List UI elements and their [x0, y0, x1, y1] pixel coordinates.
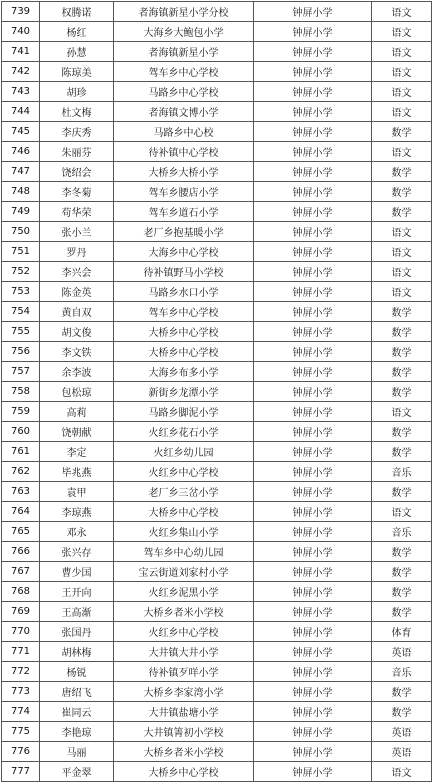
table-row	[2, 362, 432, 382]
name-cell: 李庆秀	[40, 122, 114, 142]
exchange-school-cell: 钟屏小学	[254, 322, 372, 342]
subject-cell: 语文	[372, 502, 432, 522]
name-cell: 毕兆燕	[40, 462, 114, 482]
original-school-cell: 驾车乡道石小学	[114, 202, 254, 222]
subject-cell: 语文	[372, 282, 432, 302]
table-row	[2, 162, 432, 182]
exchange-school-cell: 钟屏小学	[254, 642, 372, 662]
subject-cell: 数学	[372, 702, 432, 722]
subject-cell: 语文	[372, 62, 432, 82]
table-row	[2, 622, 432, 642]
name-cell: 饶绍会	[40, 162, 114, 182]
subject-cell: 语文	[372, 22, 432, 42]
original-school-cell: 火红乡中心学校	[114, 462, 254, 482]
table-row	[2, 522, 432, 542]
original-school-cell: 火红乡中心学校	[114, 622, 254, 642]
name-cell: 曹少国	[40, 562, 114, 582]
exchange-school-cell: 钟屏小学	[254, 102, 372, 122]
exchange-school-cell: 钟屏小学	[254, 742, 372, 762]
table-row	[2, 122, 432, 142]
row-number-cell: 744	[2, 102, 40, 122]
subject-cell: 数学	[372, 122, 432, 142]
original-school-cell: 大海乡布多小学	[114, 362, 254, 382]
name-cell: 李定	[40, 442, 114, 462]
subject-cell: 数学	[372, 482, 432, 502]
name-cell: 余李波	[40, 362, 114, 382]
name-cell: 包松琼	[40, 382, 114, 402]
row-number-cell: 747	[2, 162, 40, 182]
original-school-cell: 火红乡花石小学	[114, 422, 254, 442]
original-school-cell: 火红乡泥黑小学	[114, 582, 254, 602]
subject-cell: 音乐	[372, 662, 432, 682]
subject-cell: 数学	[372, 682, 432, 702]
name-cell: 崔同云	[40, 702, 114, 722]
exchange-school-cell: 钟屏小学	[254, 122, 372, 142]
table-row	[2, 542, 432, 562]
row-number-cell: 762	[2, 462, 40, 482]
table-row	[2, 582, 432, 602]
exchange-school-cell: 钟屏小学	[254, 242, 372, 262]
subject-cell: 数学	[372, 362, 432, 382]
subject-cell: 语文	[372, 102, 432, 122]
original-school-cell: 者海镇文博小学	[114, 102, 254, 122]
exchange-school-cell: 钟屏小学	[254, 362, 372, 382]
original-school-cell: 驾车乡腰店小学	[114, 182, 254, 202]
subject-cell: 数学	[372, 322, 432, 342]
table-row	[2, 142, 432, 162]
name-cell: 张国丹	[40, 622, 114, 642]
table-row	[2, 182, 432, 202]
subject-cell: 数学	[372, 602, 432, 622]
teacher-exchange-table	[1, 1, 432, 782]
name-cell: 胡文俊	[40, 322, 114, 342]
exchange-school-cell: 钟屏小学	[254, 62, 372, 82]
original-school-cell: 待补镇野马小学校	[114, 262, 254, 282]
name-cell: 李艳琼	[40, 722, 114, 742]
row-number-cell: 757	[2, 362, 40, 382]
row-number-cell: 758	[2, 382, 40, 402]
exchange-school-cell: 钟屏小学	[254, 762, 372, 782]
table-row	[2, 322, 432, 342]
original-school-cell: 大桥乡中心学校	[114, 762, 254, 782]
subject-cell: 语文	[372, 2, 432, 22]
row-number-cell: 767	[2, 562, 40, 582]
name-cell: 陈琼美	[40, 62, 114, 82]
row-number-cell: 754	[2, 302, 40, 322]
name-cell: 张小兰	[40, 222, 114, 242]
exchange-school-cell: 钟屏小学	[254, 542, 372, 562]
table-row	[2, 62, 432, 82]
original-school-cell: 者海镇新星小学分校	[114, 2, 254, 22]
table-row	[2, 642, 432, 662]
original-school-cell: 大桥乡中心学校	[114, 342, 254, 362]
name-cell: 李琼燕	[40, 502, 114, 522]
table-row	[2, 762, 432, 782]
row-number-cell: 772	[2, 662, 40, 682]
exchange-school-cell: 钟屏小学	[254, 702, 372, 722]
subject-cell: 数学	[372, 202, 432, 222]
row-number-cell: 745	[2, 122, 40, 142]
name-cell: 孙慧	[40, 42, 114, 62]
exchange-school-cell: 钟屏小学	[254, 442, 372, 462]
exchange-school-cell: 钟屏小学	[254, 622, 372, 642]
subject-cell: 语文	[372, 402, 432, 422]
table-row	[2, 662, 432, 682]
name-cell: 唐绍飞	[40, 682, 114, 702]
subject-cell: 语文	[372, 762, 432, 782]
name-cell: 王高渐	[40, 602, 114, 622]
original-school-cell: 大桥乡中心学校	[114, 502, 254, 522]
subject-cell: 数学	[372, 342, 432, 362]
subject-cell: 数学	[372, 382, 432, 402]
subject-cell: 数学	[372, 542, 432, 562]
original-school-cell: 大桥乡者米小学校	[114, 602, 254, 622]
name-cell: 陈金英	[40, 282, 114, 302]
row-number-cell: 763	[2, 482, 40, 502]
original-school-cell: 大井镇箐初小学校	[114, 722, 254, 742]
table-row	[2, 22, 432, 42]
original-school-cell: 大桥乡者米小学校	[114, 742, 254, 762]
row-number-cell: 775	[2, 722, 40, 742]
table-row	[2, 102, 432, 122]
original-school-cell: 马路乡脚泥小学	[114, 402, 254, 422]
subject-cell: 语文	[372, 222, 432, 242]
exchange-school-cell: 钟屏小学	[254, 522, 372, 542]
exchange-school-cell: 钟屏小学	[254, 582, 372, 602]
exchange-school-cell: 钟屏小学	[254, 302, 372, 322]
table-row	[2, 222, 432, 242]
exchange-school-cell: 钟屏小学	[254, 202, 372, 222]
subject-cell: 体育	[372, 622, 432, 642]
subject-cell: 语文	[372, 262, 432, 282]
row-number-cell: 755	[2, 322, 40, 342]
table-body	[2, 2, 432, 782]
exchange-school-cell: 钟屏小学	[254, 262, 372, 282]
exchange-school-cell: 钟屏小学	[254, 402, 372, 422]
table-row	[2, 82, 432, 102]
table-row	[2, 342, 432, 362]
table-row	[2, 682, 432, 702]
name-cell: 罗丹	[40, 242, 114, 262]
table-row	[2, 42, 432, 62]
table-row	[2, 742, 432, 762]
exchange-school-cell: 钟屏小学	[254, 602, 372, 622]
subject-cell: 英语	[372, 722, 432, 742]
exchange-school-cell: 钟屏小学	[254, 682, 372, 702]
name-cell: 张兴存	[40, 542, 114, 562]
subject-cell: 数学	[372, 442, 432, 462]
name-cell: 胡林梅	[40, 642, 114, 662]
table-row	[2, 202, 432, 222]
exchange-school-cell: 钟屏小学	[254, 182, 372, 202]
name-cell: 李兴会	[40, 262, 114, 282]
subject-cell: 语文	[372, 142, 432, 162]
row-number-cell: 749	[2, 202, 40, 222]
subject-cell: 音乐	[372, 522, 432, 542]
name-cell: 杨红	[40, 22, 114, 42]
original-school-cell: 马路乡水口小学	[114, 282, 254, 302]
exchange-school-cell: 钟屏小学	[254, 422, 372, 442]
row-number-cell: 751	[2, 242, 40, 262]
exchange-school-cell: 钟屏小学	[254, 82, 372, 102]
original-school-cell: 老厂乡抱基暖小学	[114, 222, 254, 242]
exchange-school-cell: 钟屏小学	[254, 42, 372, 62]
table-row	[2, 702, 432, 722]
exchange-school-cell: 钟屏小学	[254, 662, 372, 682]
name-cell: 李文铁	[40, 342, 114, 362]
table-row	[2, 282, 432, 302]
row-number-cell: 777	[2, 762, 40, 782]
subject-cell: 英语	[372, 742, 432, 762]
row-number-cell: 768	[2, 582, 40, 602]
exchange-school-cell: 钟屏小学	[254, 562, 372, 582]
exchange-school-cell: 钟屏小学	[254, 482, 372, 502]
exchange-school-cell: 钟屏小学	[254, 222, 372, 242]
row-number-cell: 773	[2, 682, 40, 702]
row-number-cell: 739	[2, 2, 40, 22]
row-number-cell: 769	[2, 602, 40, 622]
subject-cell: 语文	[372, 42, 432, 62]
subject-cell: 数学	[372, 302, 432, 322]
original-school-cell: 者海镇新星小学	[114, 42, 254, 62]
row-number-cell: 746	[2, 142, 40, 162]
table-row	[2, 262, 432, 282]
original-school-cell: 大桥乡大桥小学	[114, 162, 254, 182]
original-school-cell: 驾车乡中心学校	[114, 62, 254, 82]
row-number-cell: 761	[2, 442, 40, 462]
row-number-cell: 760	[2, 422, 40, 442]
row-number-cell: 741	[2, 42, 40, 62]
subject-cell: 数学	[372, 562, 432, 582]
subject-cell: 音乐	[372, 462, 432, 482]
teacher-exchange-table-sheet	[1, 1, 431, 779]
subject-cell: 语文	[372, 242, 432, 262]
original-school-cell: 火红乡集山小学	[114, 522, 254, 542]
original-school-cell: 老厂乡三岔小学	[114, 482, 254, 502]
name-cell: 苟华荣	[40, 202, 114, 222]
row-number-cell: 770	[2, 622, 40, 642]
name-cell: 高莉	[40, 402, 114, 422]
row-number-cell: 756	[2, 342, 40, 362]
row-number-cell: 774	[2, 702, 40, 722]
name-cell: 杜文梅	[40, 102, 114, 122]
original-school-cell: 大井镇大井小学	[114, 642, 254, 662]
subject-cell: 数学	[372, 422, 432, 442]
name-cell: 黄自双	[40, 302, 114, 322]
row-number-cell: 740	[2, 22, 40, 42]
table-row	[2, 722, 432, 742]
name-cell: 权腾诺	[40, 2, 114, 22]
table-row	[2, 482, 432, 502]
exchange-school-cell: 钟屏小学	[254, 462, 372, 482]
exchange-school-cell: 钟屏小学	[254, 722, 372, 742]
original-school-cell: 待补镇歹咩小学	[114, 662, 254, 682]
exchange-school-cell: 钟屏小学	[254, 22, 372, 42]
name-cell: 饶朝献	[40, 422, 114, 442]
original-school-cell: 大海乡中心学校	[114, 242, 254, 262]
name-cell: 邓永	[40, 522, 114, 542]
table-row	[2, 462, 432, 482]
name-cell: 胡珍	[40, 82, 114, 102]
row-number-cell: 748	[2, 182, 40, 202]
table-row	[2, 382, 432, 402]
subject-cell: 英语	[372, 642, 432, 662]
table-row	[2, 2, 432, 22]
original-school-cell: 驾车乡中心学校	[114, 302, 254, 322]
row-number-cell: 776	[2, 742, 40, 762]
table-row	[2, 602, 432, 622]
original-school-cell: 宝云街道刘家村小学	[114, 562, 254, 582]
original-school-cell: 大桥乡李家湾小学	[114, 682, 254, 702]
original-school-cell: 马路乡中心校	[114, 122, 254, 142]
original-school-cell: 大井镇盐塘小学	[114, 702, 254, 722]
row-number-cell: 752	[2, 262, 40, 282]
table-row	[2, 442, 432, 462]
exchange-school-cell: 钟屏小学	[254, 382, 372, 402]
original-school-cell: 驾车乡中心幼儿园	[114, 542, 254, 562]
table-row	[2, 502, 432, 522]
row-number-cell: 766	[2, 542, 40, 562]
row-number-cell: 771	[2, 642, 40, 662]
name-cell: 李冬菊	[40, 182, 114, 202]
exchange-school-cell: 钟屏小学	[254, 282, 372, 302]
row-number-cell: 750	[2, 222, 40, 242]
exchange-school-cell: 钟屏小学	[254, 502, 372, 522]
table-row	[2, 402, 432, 422]
original-school-cell: 马路乡中心学校	[114, 82, 254, 102]
exchange-school-cell: 钟屏小学	[254, 2, 372, 22]
subject-cell: 数学	[372, 162, 432, 182]
exchange-school-cell: 钟屏小学	[254, 142, 372, 162]
original-school-cell: 新街乡龙潭小学	[114, 382, 254, 402]
subject-cell: 数学	[372, 182, 432, 202]
exchange-school-cell: 钟屏小学	[254, 342, 372, 362]
original-school-cell: 火红乡幼儿园	[114, 442, 254, 462]
subject-cell: 语文	[372, 82, 432, 102]
name-cell: 朱丽芬	[40, 142, 114, 162]
row-number-cell: 743	[2, 82, 40, 102]
name-cell: 袁甲	[40, 482, 114, 502]
name-cell: 马丽	[40, 742, 114, 762]
original-school-cell: 大海乡大鲍包小学	[114, 22, 254, 42]
original-school-cell: 大桥乡中心学校	[114, 322, 254, 342]
row-number-cell: 742	[2, 62, 40, 82]
row-number-cell: 765	[2, 522, 40, 542]
row-number-cell: 759	[2, 402, 40, 422]
table-row	[2, 302, 432, 322]
row-number-cell: 753	[2, 282, 40, 302]
table-row	[2, 242, 432, 262]
subject-cell: 数学	[372, 582, 432, 602]
row-number-cell: 764	[2, 502, 40, 522]
name-cell: 王开向	[40, 582, 114, 602]
table-row	[2, 422, 432, 442]
original-school-cell: 待补镇中心学校	[114, 142, 254, 162]
name-cell: 杨锐	[40, 662, 114, 682]
name-cell: 平金翠	[40, 762, 114, 782]
exchange-school-cell: 钟屏小学	[254, 162, 372, 182]
table-row	[2, 562, 432, 582]
